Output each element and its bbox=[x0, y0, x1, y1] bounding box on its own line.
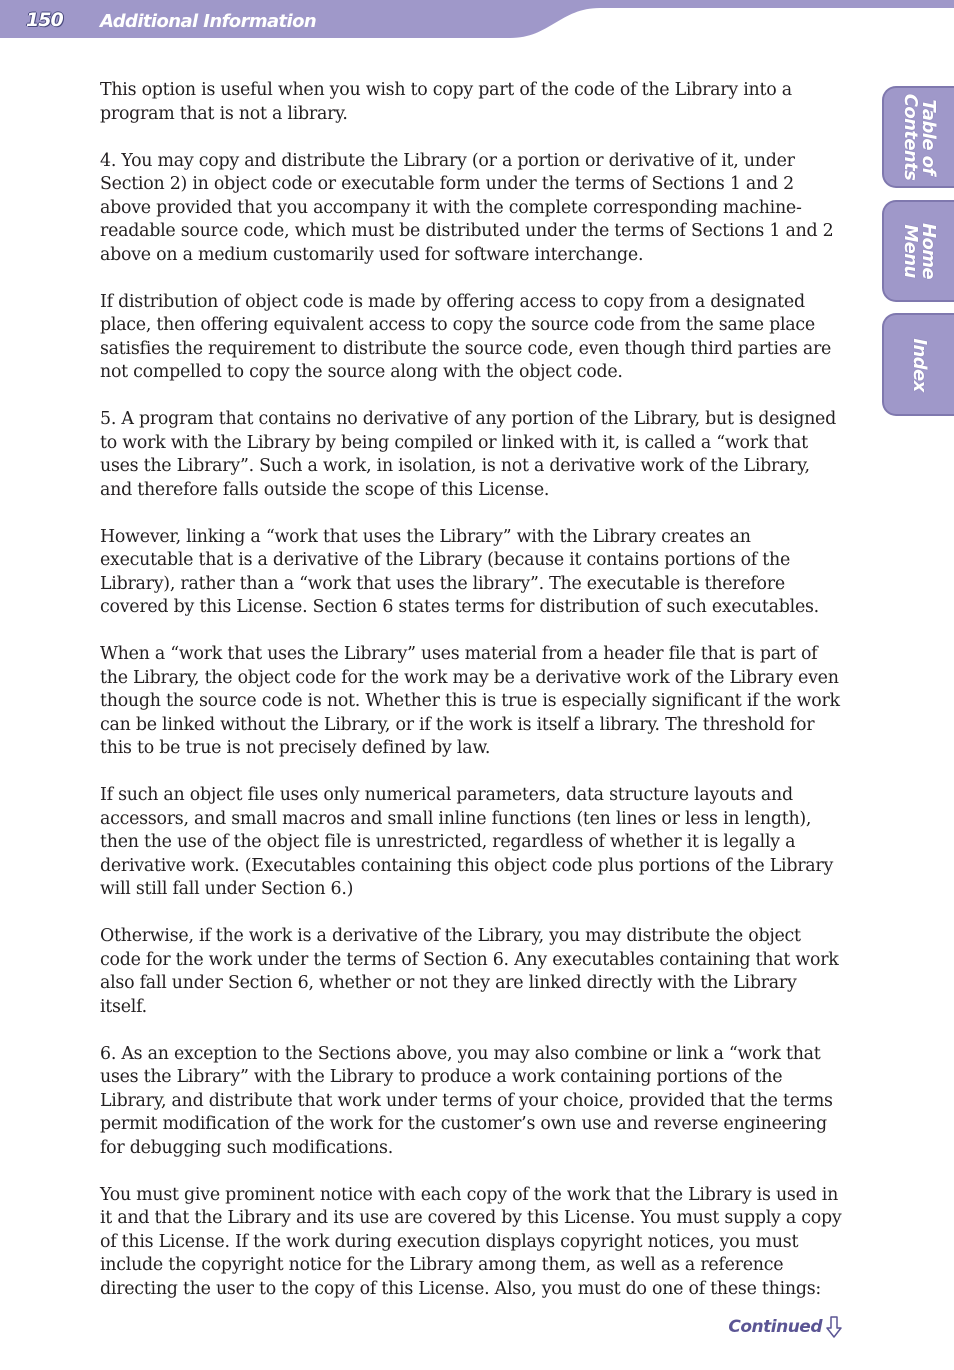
paragraph: 6. As an exception to the Sections above, you may also combine or link a “work that uses the Library” with the Library to produce a work containing portions of the Library, and distribute that work under terms of your choice, provided that the terms permit modification of the work for the customer’s own use and reverse engineering for debugging such modifications. bbox=[100, 1043, 833, 1158]
tab-index-label: Index bbox=[909, 337, 930, 392]
paragraph: 4. You may copy and distribute the Library (or a portion or derivative of it, under Section 2) in object code or executable form under the terms of Sections 1 and 2 above provided that you accompany it with the complete corresponding machine-readable source code, which must be distributed under the terms of Sections 1 and 2 above on a medium customarily used for software interchange. bbox=[100, 150, 834, 265]
paragraph: If distribution of object code is made by offering access to copy from a designated place, then offering equivalent access to copy the source code from the same place satisfies the requirement to distribute the source code, even though third parties are not compelled to copy the source along with the object code. bbox=[100, 291, 832, 382]
header-band bbox=[0, 0, 954, 40]
paragraph: When a “work that uses the Library” uses material from a header file that is part of the Library, the object code for the work may be a derivative work of the Library even though the source code is not. Whether this is true is especially significant if the work can be linked without the Library, or if the work is itself a library. The threshold for this to be true is not precisely defined by law. bbox=[100, 644, 840, 758]
down-arrow-icon bbox=[826, 1316, 842, 1338]
paragraph: If such an object file uses only numerical parameters, data structure layouts and accessors, and small macros and small inline functions (ten lines or less in length), then the use of the object file is unrestricted, regardless of whether it is legally a derivative work. (Executables containing this object code plus portions of the Library will still fall under Section 6.) bbox=[100, 785, 834, 899]
page-number: 150 bbox=[26, 9, 63, 31]
tab-home-menu-label: Home Menu bbox=[900, 223, 939, 279]
paragraph: 5. A program that contains no derivative of any portion of the Library, but is designed to work with the Library by being compiled or linked with it, is called a “work that uses the Library”. Such a work, in isolation, is not a derivative work of the Library, and therefore falls outside the scope of this License. bbox=[100, 409, 836, 500]
tab-table-of-contents[interactable] bbox=[882, 86, 954, 188]
tab-table-of-contents-label: Table of Contents bbox=[900, 93, 939, 181]
tab-home-menu[interactable] bbox=[882, 200, 954, 302]
paragraph: However, linking a “work that uses the Library” with the Library creates an executable that is a derivative of the Library (because it contains portions of the Library), rather than a “work that uses the library”. The executable is therefore covered by this License. Section 6 states terms for distribution of such executables. bbox=[100, 526, 819, 617]
section-title: Additional Information bbox=[100, 11, 317, 32]
document-body bbox=[100, 79, 844, 1325]
continued-label: Continued bbox=[728, 1317, 822, 1337]
paragraph: You must give prominent notice with each copy of the work that the Library is used in it and that the Library and its use are covered by this License. You must supply a copy of this License. If the work during execution displays copyright notices, you must include the copyright notice for the Library among them, as well as a reference directing the user to the copy of this License. Also, you must do one of these things: bbox=[100, 1184, 842, 1299]
paragraph: This option is useful when you wish to copy part of the code of the Library into a program that is not a library. bbox=[100, 80, 792, 124]
tab-index[interactable] bbox=[882, 313, 954, 416]
paragraph: Otherwise, if the work is a derivative of the Library, you may distribute the object code for the work under the terms of Section 6. Any executables containing that work also fall under Section 6, whether or not they are linked directly with the Library itself. bbox=[100, 926, 839, 1017]
continued-link[interactable] bbox=[728, 1316, 842, 1338]
